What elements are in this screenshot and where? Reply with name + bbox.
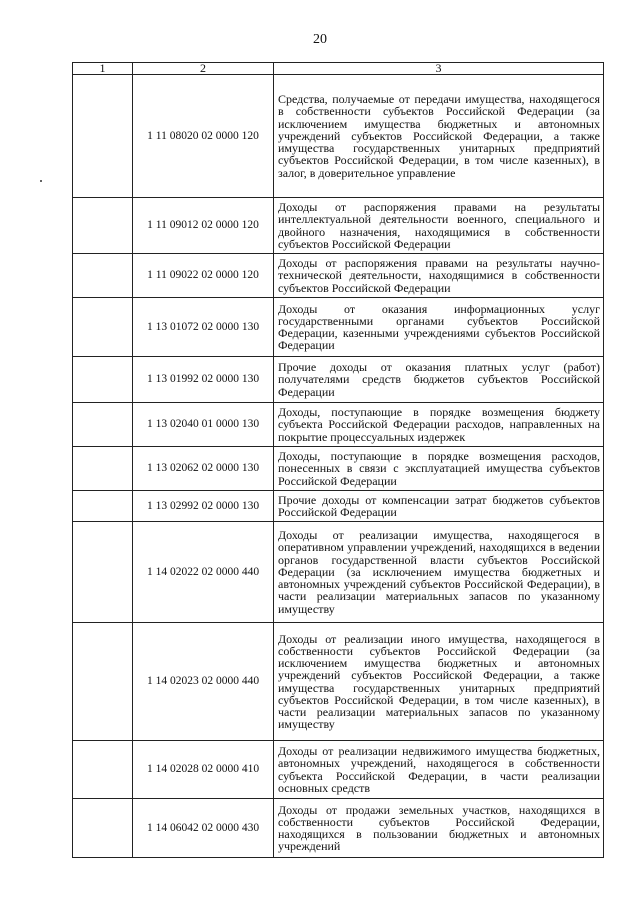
revenue-description: Доходы, поступающие в порядке возмещения бюджету субъекта Российской Федерации расходов, направленных на покрытие процессуальных издержек — [274, 403, 604, 447]
table-row — [73, 298, 604, 357]
revenue-code: 1 14 02028 02 0000 410 — [133, 741, 274, 799]
header-col-1: 1 — [73, 63, 133, 75]
row-col1-cell — [73, 298, 133, 357]
table-row — [73, 357, 604, 403]
revenue-description: Доходы от реализации имущества, находящегося в оперативном управлении учреждений, находящихся в ведении органов государственной власти субъектов Российской Федерации (за исключением имущества бюджетных и автономных учреждений субъектов Российской Федерации), в части реализации материальных запасов по указанному имуществу — [274, 522, 604, 623]
row-col1-cell — [73, 75, 133, 198]
revenue-description: Средства, получаемые от передачи имущества, находящегося в собственности субъектов Российской Федерации (за исключением имущества бюджетных и автономных учреждений субъектов Российской Федерации, а также имущества государственных унитарных предприятий субъектов Российской Федерации, в том числе казенных), в залог, в доверительное управление — [274, 75, 604, 198]
table-header-row — [73, 63, 604, 75]
revenue-code: 1 14 02023 02 0000 440 — [133, 623, 274, 741]
row-col1-cell — [73, 491, 133, 522]
table-row — [73, 522, 604, 623]
revenue-description: Доходы от распоряжения правами на результаты научно-технической деятельности, находящимися в собственности субъектов Российской Федерации — [274, 254, 604, 298]
revenue-description: Доходы от распоряжения правами на результаты интеллектуальной деятельности военного, специального и двойного назначения, находящимися в собственности субъектов Российской Федерации — [274, 198, 604, 254]
row-col1-cell — [73, 623, 133, 741]
revenue-code: 1 14 06042 02 0000 430 — [133, 799, 274, 858]
revenue-codes-table — [72, 62, 604, 858]
row-col1-cell — [73, 403, 133, 447]
table-row — [73, 741, 604, 799]
revenue-code: 1 11 08020 02 0000 120 — [133, 75, 274, 198]
table-row — [73, 623, 604, 741]
revenue-description: Доходы от реализации недвижимого имущества бюджетных, автономных учреждений, находящегося в собственности субъекта Российской Федерации, в части реализации основных средств — [274, 741, 604, 799]
revenue-code: 1 14 02022 02 0000 440 — [133, 522, 274, 623]
revenue-code: 1 13 01992 02 0000 130 — [133, 357, 274, 403]
table-row — [73, 403, 604, 447]
revenue-code: 1 13 02992 02 0000 130 — [133, 491, 274, 522]
revenue-code: 1 11 09022 02 0000 120 — [133, 254, 274, 298]
row-col1-cell — [73, 522, 133, 623]
revenue-description: Доходы, поступающие в порядке возмещения расходов, понесенных в связи с эксплуатацией имущества субъектов Российской Федерации — [274, 447, 604, 491]
revenue-code: 1 13 02062 02 0000 130 — [133, 447, 274, 491]
row-col1-cell — [73, 254, 133, 298]
table-row — [73, 254, 604, 298]
table-row — [73, 799, 604, 858]
revenue-description: Доходы от оказания информационных услуг государственными органами субъектов Российской Федерации, казенными учреждениями субъектов Российской Федерации — [274, 298, 604, 357]
row-col1-cell — [73, 198, 133, 254]
header-col-2: 2 — [133, 63, 274, 75]
row-col1-cell — [73, 799, 133, 858]
row-col1-cell — [73, 357, 133, 403]
table-row — [73, 447, 604, 491]
page-number: 20 — [313, 32, 327, 47]
scan-speck — [40, 180, 42, 182]
row-col1-cell — [73, 447, 133, 491]
revenue-code: 1 13 01072 02 0000 130 — [133, 298, 274, 357]
revenue-description: Доходы от реализации иного имущества, находящегося в собственности субъектов Российской Федерации (за исключением имущества бюджетных и автономных учреждений субъектов Российской Федерации, а также имущества государственных унитарных предприятий субъектов Российской Федерации, в том числе казенных), в части реализации материальных запасов по указанному имуществу — [274, 623, 604, 741]
table-row — [73, 491, 604, 522]
revenue-code: 1 11 09012 02 0000 120 — [133, 198, 274, 254]
revenue-description: Прочие доходы от оказания платных услуг (работ) получателями средств бюджетов субъектов Российской Федерации — [274, 357, 604, 403]
table-row — [73, 75, 604, 198]
header-col-3: 3 — [274, 63, 604, 75]
table-row — [73, 198, 604, 254]
revenue-description: Доходы от продажи земельных участков, находящихся в собственности субъектов Российской Федерации, находящихся в пользовании бюджетных и автономных учреждений — [274, 799, 604, 858]
revenue-description: Прочие доходы от компенсации затрат бюджетов субъектов Российской Федерации — [274, 491, 604, 522]
revenue-code: 1 13 02040 01 0000 130 — [133, 403, 274, 447]
row-col1-cell — [73, 741, 133, 799]
